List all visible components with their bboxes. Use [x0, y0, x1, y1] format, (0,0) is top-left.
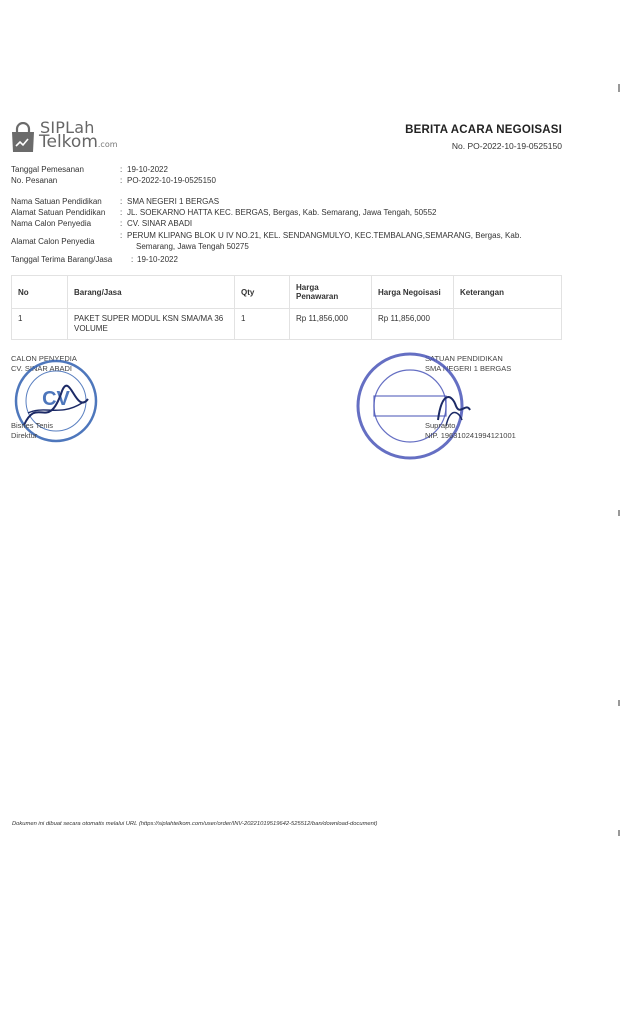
svg-text:CV: CV	[42, 388, 70, 410]
cell-offer-price: Rp 11,856,000	[290, 309, 372, 340]
cell-negotiated-price: Rp 11,856,000	[372, 309, 454, 340]
scan-mark	[618, 700, 620, 706]
vendor-signer-block	[11, 421, 53, 441]
header-item: Barang/Jasa	[68, 276, 235, 309]
header-negotiated-price: Harga Negoisasi	[372, 276, 454, 309]
document-number: No. PO-2022-10-19-0525150	[451, 141, 562, 151]
negotiation-table	[11, 275, 562, 340]
school-signer-nip: NIP. 196310241994121001	[425, 431, 516, 440]
school-official-stamp	[352, 350, 472, 464]
header-no: No	[12, 276, 68, 309]
header-notes: Keterangan	[454, 276, 562, 309]
scan-mark	[618, 510, 620, 516]
header-qty: Qty	[235, 276, 290, 309]
school-role-label: SATUAN PENDIDIKAN	[425, 354, 503, 363]
siplah-telkom-logo	[10, 118, 125, 158]
vendor-role-label: CALON PENYEDIA	[11, 354, 77, 363]
cell-no: 1	[12, 309, 68, 340]
cell-notes	[454, 309, 562, 340]
table-row	[12, 309, 562, 340]
vendor-signer-name: Bisnes Tenis	[11, 421, 53, 430]
footer-note: Dokumen ini dibuat secara otomatis melalui URL (https://siplahtelkom.com/user/order/INV-20221019519642-525512/ban/download-document)	[12, 821, 378, 827]
document-title: BERITA ACARA NEGOISASI	[405, 124, 562, 136]
school-signer-block	[425, 421, 516, 441]
header-offer-price: Harga Penawaran	[290, 276, 372, 309]
vendor-signer-title: Direktur	[11, 431, 38, 440]
scan-mark	[618, 84, 620, 92]
scan-mark	[618, 830, 620, 836]
vendor-company-label: CV. SINAR ABADI	[11, 364, 72, 373]
cell-item: PAKET SUPER MODUL KSN SMA/MA 36 VOLUME	[68, 309, 235, 340]
logo-text-line1: SIPLah	[40, 118, 95, 137]
school-signer-name: Suprapto	[425, 421, 456, 430]
logo-text-line2: Telkom.com	[39, 132, 118, 152]
table-header-row	[12, 276, 562, 309]
shopping-bag-icon	[10, 122, 36, 154]
cell-qty: 1	[235, 309, 290, 340]
school-name-label: SMA NEGERI 1 BERGAS	[425, 364, 512, 373]
